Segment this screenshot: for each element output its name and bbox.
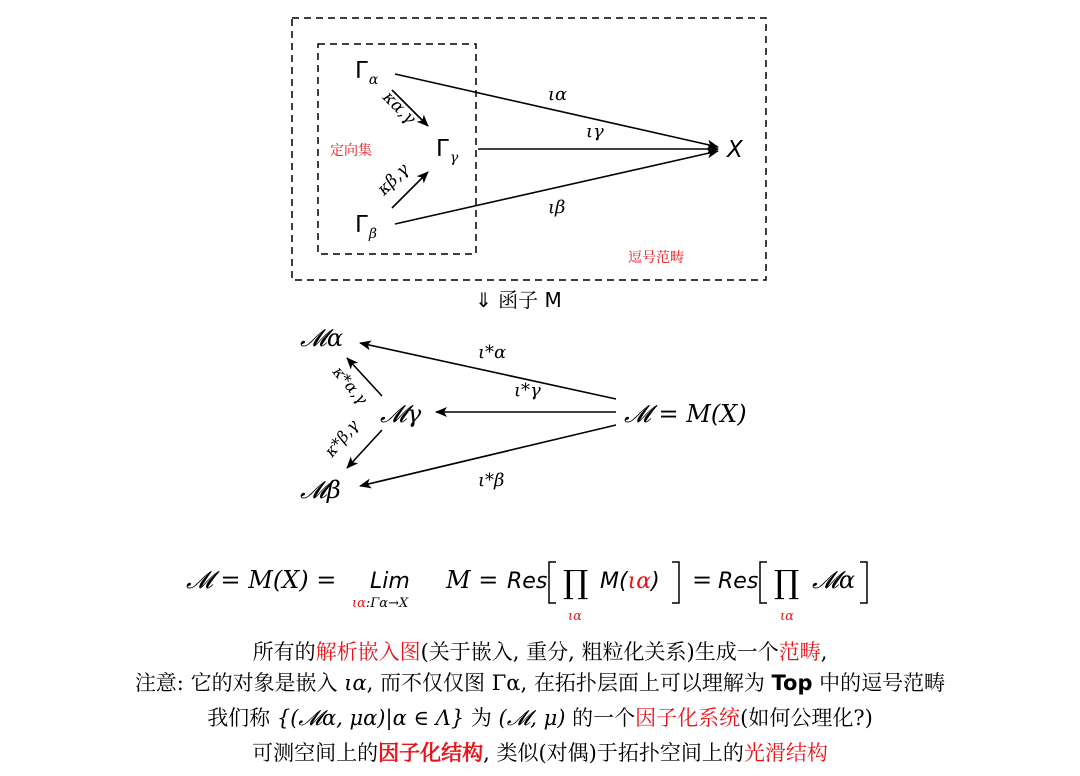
product-sub-2: ια bbox=[780, 609, 794, 624]
node-x: X bbox=[727, 137, 743, 163]
line4-smooth-structure: 光滑结构 bbox=[743, 741, 828, 765]
line1-part-a: 所有的 bbox=[252, 640, 316, 664]
text-line-3 bbox=[0, 702, 1080, 732]
label-iota-gamma-star: ι*γ bbox=[514, 380, 541, 401]
main-formula bbox=[186, 562, 867, 624]
line2-top: Top bbox=[771, 671, 813, 695]
line1-analytic-embedding: 解析嵌入图 bbox=[315, 640, 421, 664]
functor-caption: ⇓ 函子 M bbox=[475, 288, 562, 312]
node-gamma-gamma: $\Gamma_\gamma$ bbox=[436, 136, 459, 166]
node-m-beta: 𝓜β bbox=[300, 476, 341, 504]
line2-iota: ια bbox=[344, 671, 367, 695]
line3-part-c: 为 bbox=[464, 706, 499, 730]
label-kappa-alpha-gamma-star: κ*α,γ bbox=[328, 362, 372, 409]
line3-set: {(𝓜α, μα)|α ∈ Λ} bbox=[276, 706, 465, 730]
lim-operator: Lim bbox=[370, 569, 410, 594]
label-iota-gamma: ιγ bbox=[586, 121, 604, 142]
res-operator-1: Res bbox=[507, 569, 548, 594]
line2-part-e: , 在拓扑层面上可以理解为 bbox=[520, 671, 772, 695]
node-gamma-alpha: $\Gamma_\alpha$ bbox=[355, 58, 379, 88]
label-kappa-beta-gamma-star: κ*β,γ bbox=[320, 415, 363, 461]
label-iota-alpha: ια bbox=[548, 84, 568, 105]
bracket-right-1 bbox=[672, 562, 679, 603]
text-line-4 bbox=[0, 737, 1080, 767]
bracket-right-2 bbox=[860, 562, 867, 603]
bracket-left-2 bbox=[760, 562, 767, 603]
label-iota-beta: ιβ bbox=[548, 197, 566, 218]
line3-pair: (𝓜, μ) bbox=[498, 706, 566, 730]
svg-text:M =: M = bbox=[446, 566, 499, 594]
product-sub-1: ια bbox=[568, 609, 582, 624]
line4-part-a: 可测空间上的 bbox=[252, 741, 379, 765]
text-line-1 bbox=[0, 636, 1080, 666]
label-kappa-beta-gamma: κβ,γ bbox=[373, 159, 414, 200]
line3-factorization-system: 因子化系统 bbox=[635, 706, 741, 730]
text-line-2 bbox=[0, 667, 1080, 697]
svg-text:M(ια): M(ια) bbox=[600, 569, 660, 594]
line2-gamma: Γα bbox=[491, 671, 521, 695]
line3-part-a: 我们称 bbox=[207, 706, 277, 730]
res-operator-2: Res bbox=[718, 569, 759, 594]
line3-part-e: 的一个 bbox=[565, 706, 636, 730]
product-symbol-2: ∏ bbox=[774, 563, 800, 601]
label-kappa-alpha-gamma: κα,γ bbox=[378, 87, 420, 129]
bracket-left-1 bbox=[549, 562, 556, 603]
product-symbol-1: ∏ bbox=[563, 563, 589, 601]
svg-text:𝓜 = M(X) =: 𝓜 = M(X) = bbox=[186, 566, 337, 594]
svg-text:𝓜α: 𝓜α bbox=[812, 566, 856, 594]
line2-part-c: , 而不仅仅图 bbox=[366, 671, 492, 695]
line2-part-g: 中的逗号范畴 bbox=[812, 671, 946, 695]
node-m-gamma: 𝓜γ bbox=[380, 400, 422, 428]
line3-part-g: (如何公理化?) bbox=[740, 706, 873, 730]
line2-part-a: 注意: 它的对象是嵌入 bbox=[134, 671, 345, 695]
line4-part-c: , 类似(对偶)于拓扑空间上的 bbox=[483, 741, 744, 765]
label-iota-beta-star: ι*β bbox=[478, 470, 505, 491]
line1-category: 范畴 bbox=[778, 640, 821, 664]
svg-text:=: = bbox=[692, 566, 713, 594]
label-iota-alpha-star: ι*α bbox=[478, 342, 507, 363]
node-m-total: 𝓜 = M(X) bbox=[624, 400, 747, 428]
label-directed-set: 定向集 bbox=[330, 143, 372, 159]
node-gamma-beta: $\Gamma_\beta$ bbox=[355, 212, 377, 242]
label-comma-category: 逗号范畴 bbox=[628, 250, 684, 266]
line1-part-c: (关于嵌入, 重分, 粗粒化关系)生成一个 bbox=[420, 640, 779, 664]
line1-part-e: , bbox=[820, 640, 828, 664]
line4-factorization-structure: 因子化结构 bbox=[378, 740, 484, 765]
node-m-alpha: 𝓜α bbox=[300, 324, 344, 352]
lim-subscript: ια:Γα→X bbox=[352, 596, 409, 611]
